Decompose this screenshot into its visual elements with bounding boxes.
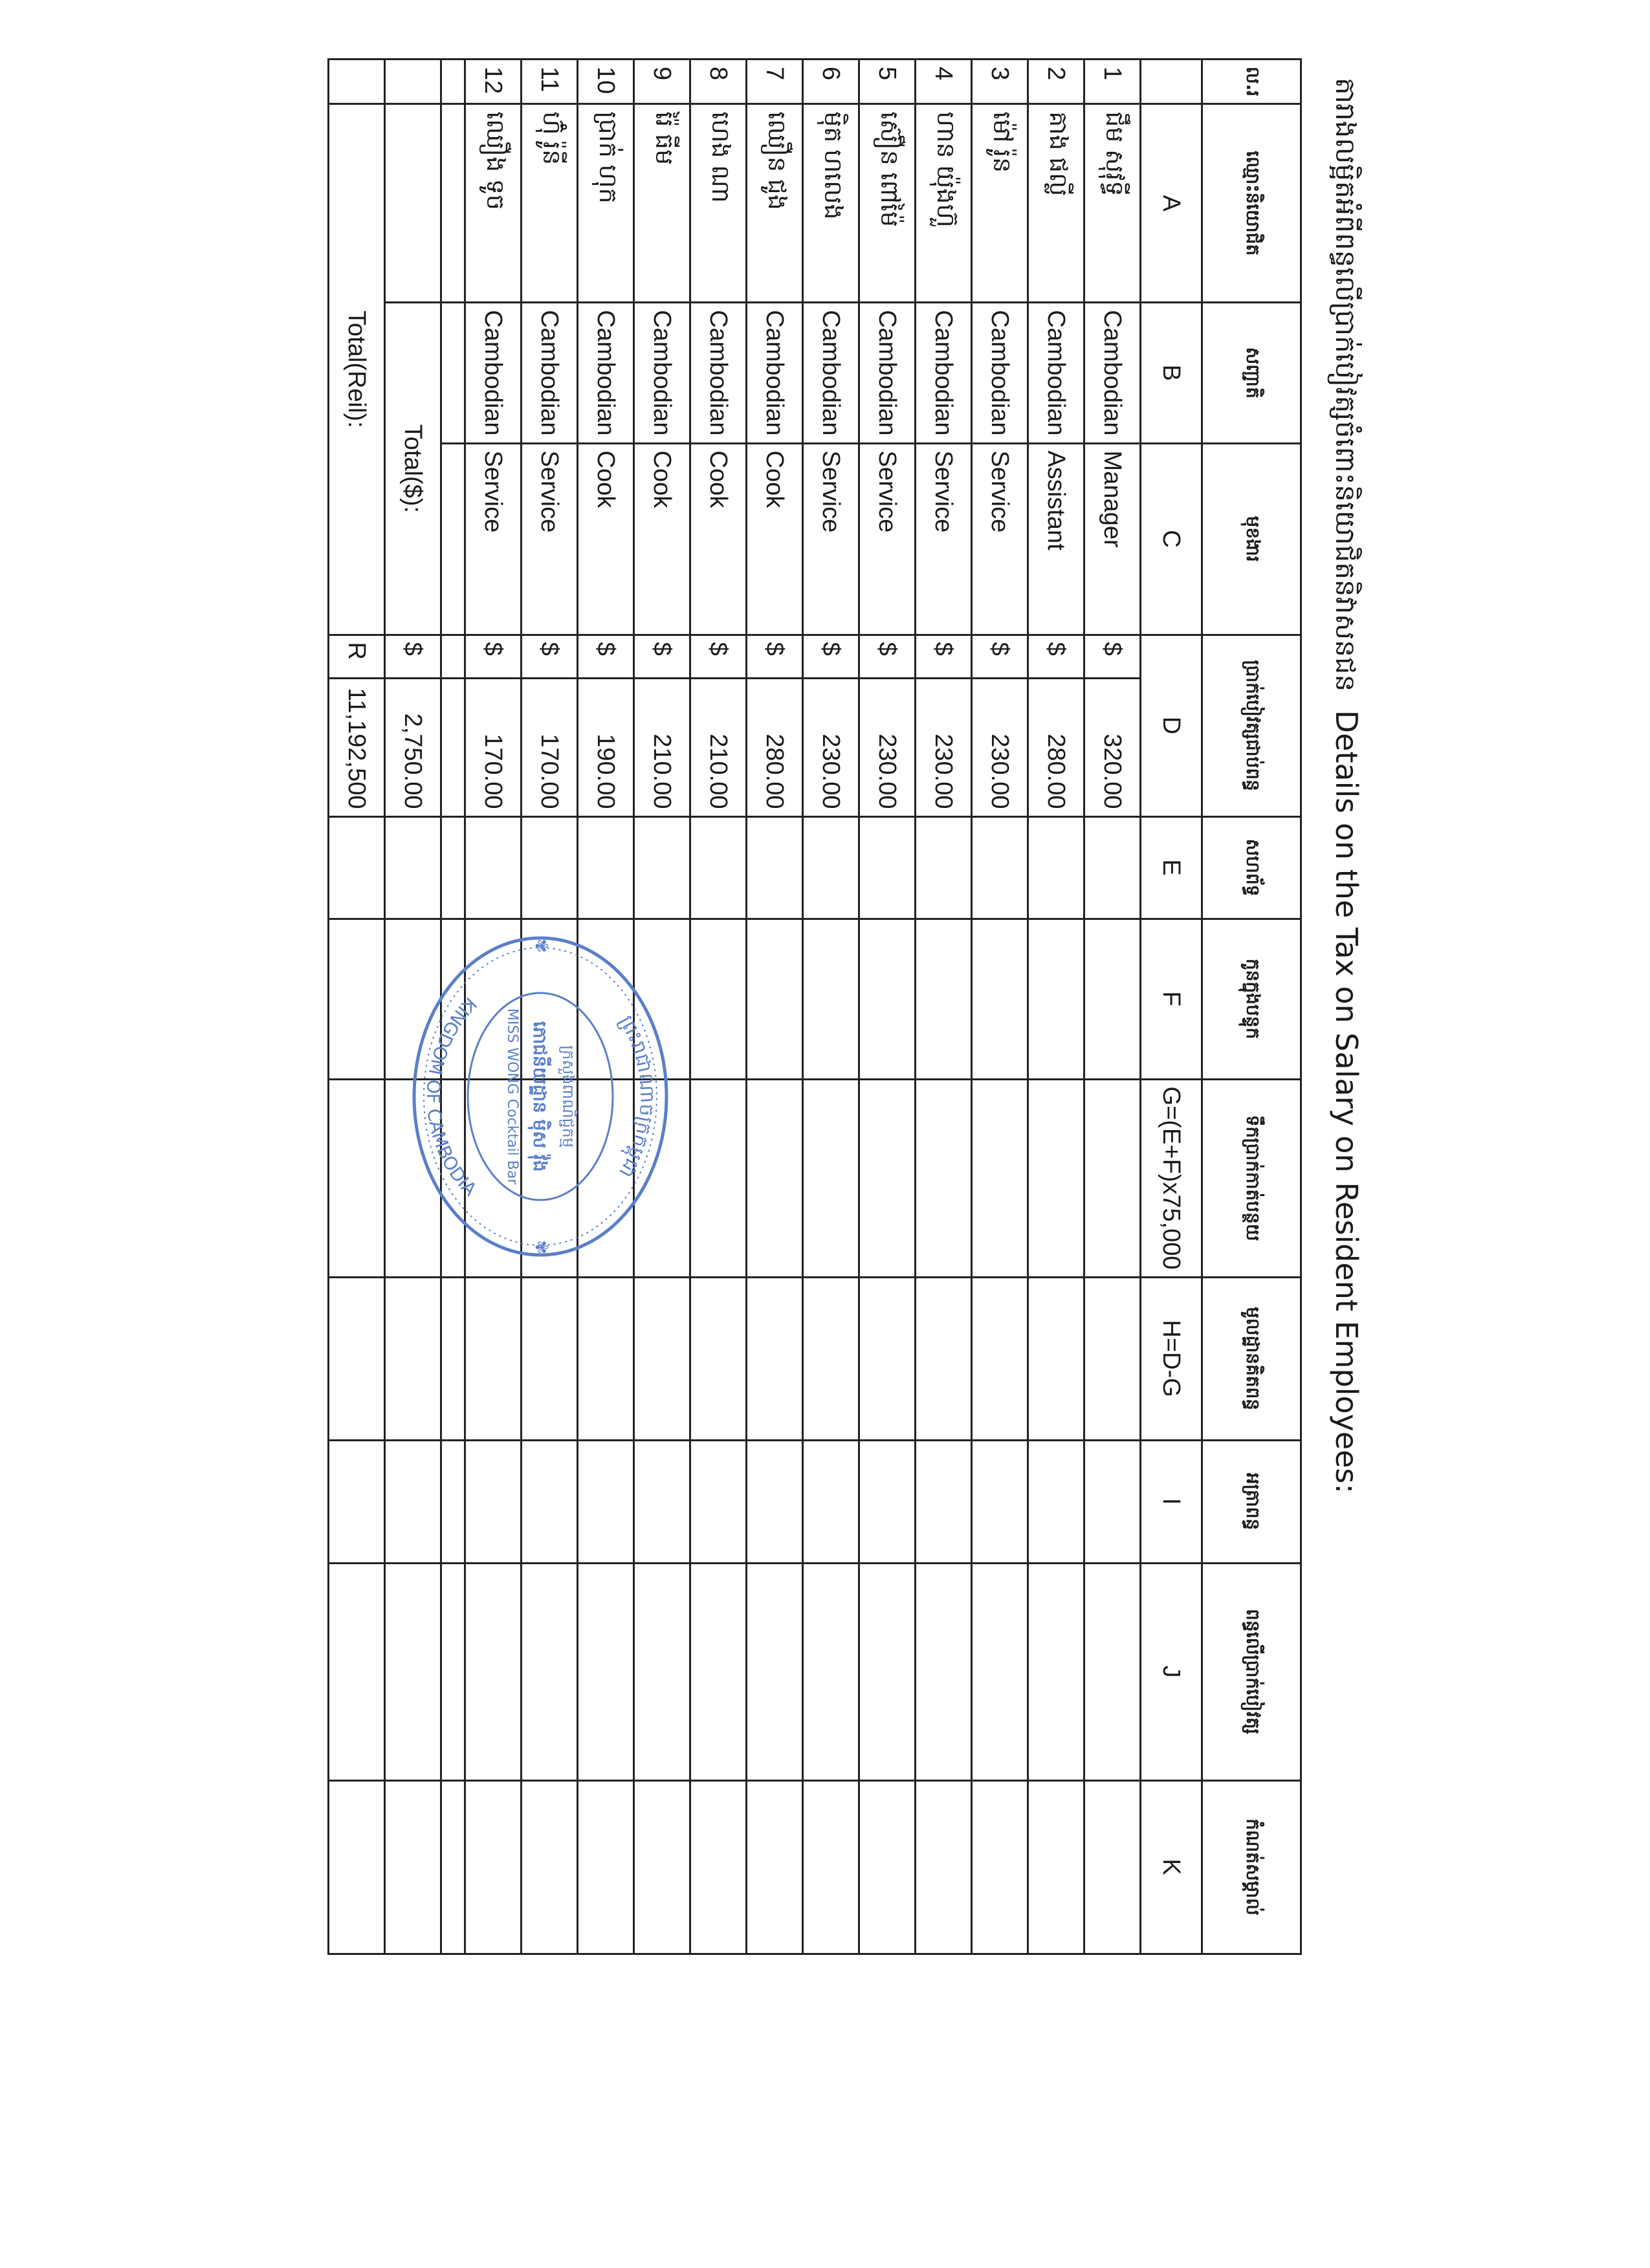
row-no: 2 — [1028, 60, 1084, 104]
employee-name: ប្រាក់ ហុក — [578, 104, 634, 303]
empty-cell — [1028, 816, 1084, 919]
row-no: 5 — [859, 60, 916, 104]
currency: $ — [690, 635, 747, 678]
empty-cell — [1084, 816, 1141, 919]
currency: $ — [465, 635, 522, 678]
seal-line-3: MISS WONG Cocktail Bar — [504, 1008, 520, 1185]
empty-cell — [747, 1563, 803, 1780]
spacer-cell — [441, 816, 465, 919]
empty-cell — [385, 816, 441, 919]
table-row — [1028, 60, 1084, 1954]
empty-cell — [803, 1277, 859, 1440]
empty-cell — [522, 816, 578, 919]
empty-cell — [1084, 1440, 1141, 1563]
table-row — [747, 60, 803, 1954]
seal-star-right: ✾ — [531, 1240, 551, 1254]
col-header-note: កំណត់សម្គាល់ — [1202, 1780, 1301, 1954]
employee-name: ម៉ៅ រ៉ូន — [972, 104, 1028, 303]
empty-cell — [578, 1440, 634, 1563]
empty-cell — [465, 1440, 522, 1563]
currency: $ — [1028, 635, 1084, 678]
total-riel-blank — [329, 60, 385, 104]
empty-cell — [329, 1440, 385, 1563]
empty-cell — [972, 1440, 1028, 1563]
salary: 210.00 — [634, 678, 690, 816]
empty-cell — [465, 1277, 522, 1440]
col-header-deduction: ទឹកប្រាក់កាត់បន្ថយ — [1202, 1079, 1301, 1277]
salary: 230.00 — [859, 678, 916, 816]
empty-cell — [1084, 1780, 1141, 1954]
letter-nationality: B — [1141, 303, 1202, 443]
employee-name: ឈឿន ជូង — [747, 104, 803, 303]
empty-cell — [747, 1079, 803, 1277]
employee-name: ជឹម សុវុទ្ធី — [1084, 104, 1141, 303]
currency: $ — [747, 635, 803, 678]
table-row — [803, 60, 859, 1954]
empty-cell — [972, 1563, 1028, 1780]
employee-name: ហាន យ៉ុងហ៊ួ — [916, 104, 972, 303]
empty-cell — [329, 1079, 385, 1277]
empty-cell — [916, 1563, 972, 1780]
empty-cell — [385, 1563, 441, 1780]
empty-cell — [1028, 919, 1084, 1079]
position: Service — [916, 443, 972, 635]
empty-cell — [329, 1780, 385, 1954]
header-row — [1202, 60, 1301, 1954]
currency: $ — [916, 635, 972, 678]
empty-cell — [1028, 1780, 1084, 1954]
empty-cell — [859, 1780, 916, 1954]
empty-cell — [747, 1277, 803, 1440]
empty-cell — [578, 1563, 634, 1780]
spacer-cell — [441, 1780, 465, 1954]
position: Cook — [690, 443, 747, 635]
table-row — [859, 60, 916, 1954]
empty-cell — [634, 816, 690, 919]
spacer-cell — [441, 1563, 465, 1780]
empty-cell — [1084, 1563, 1141, 1780]
total-riel-currency: R — [329, 635, 385, 678]
currency: $ — [522, 635, 578, 678]
empty-cell — [690, 1277, 747, 1440]
row-no: 7 — [747, 60, 803, 104]
empty-cell — [690, 919, 747, 1079]
nationality: Cambodian — [522, 303, 578, 443]
salary: 230.00 — [972, 678, 1028, 816]
table-row — [1084, 60, 1141, 1954]
salary: 170.00 — [522, 678, 578, 816]
nationality: Cambodian — [1028, 303, 1084, 443]
spacer-cell — [441, 1277, 465, 1440]
row-no: 4 — [916, 60, 972, 104]
empty-cell — [329, 1277, 385, 1440]
title-english: Details on the Tax on Salary on Resident Employees: — [1329, 710, 1364, 1494]
empty-cell — [803, 1780, 859, 1954]
col-header-tax: ពន្ធលើប្រាក់បៀវត្ស — [1202, 1563, 1301, 1780]
seal-line-1: ក្រសួងពាណិជ្ជកម្ម — [559, 1045, 577, 1148]
empty-cell — [972, 1780, 1028, 1954]
employee-name: ម៉ិត ហលេង — [803, 104, 859, 303]
seal-bottom-arc: KINGDOM OF CAMBODIA — [422, 992, 481, 1201]
position: Cook — [578, 443, 634, 635]
empty-cell — [1028, 1079, 1084, 1277]
letter-note: K — [1141, 1780, 1202, 1954]
nationality: Cambodian — [803, 303, 859, 443]
spacer-cell — [441, 303, 465, 443]
empty-cell — [690, 816, 747, 919]
spacer-cell — [441, 104, 465, 303]
table-row — [916, 60, 972, 1954]
row-no: 8 — [690, 60, 747, 104]
employee-name: ស៊ឿន ពៅម៉ៃ — [859, 104, 916, 303]
position: Service — [803, 443, 859, 635]
empty-cell — [690, 1440, 747, 1563]
employee-name: រ៉ៃ ធីម — [634, 104, 690, 303]
empty-cell — [916, 1277, 972, 1440]
empty-cell — [916, 1440, 972, 1563]
employee-name: ហេង ណា — [690, 104, 747, 303]
empty-cell — [578, 816, 634, 919]
empty-cell — [522, 1277, 578, 1440]
col-header-base: មូលដ្ឋានគិតពន្ធ — [1202, 1277, 1301, 1440]
employee-name: ហ៊ុំ រ៉ូនី — [522, 104, 578, 303]
currency: $ — [803, 635, 859, 678]
row-no: 10 — [578, 60, 634, 104]
total-riel-label: Total(Reil): — [329, 104, 385, 635]
table-row — [690, 60, 747, 1954]
empty-cell — [747, 1780, 803, 1954]
currency: $ — [972, 635, 1028, 678]
row-no: 1 — [1084, 60, 1141, 104]
empty-cell — [972, 1079, 1028, 1277]
empty-cell — [803, 1079, 859, 1277]
total-usd-value: 2,750.00 — [385, 678, 441, 816]
position: Assistant — [1028, 443, 1084, 635]
empty-cell — [465, 1780, 522, 1954]
col-header-no: ល.រ — [1202, 60, 1301, 104]
letter-salary: D — [1141, 635, 1202, 816]
empty-cell — [385, 1277, 441, 1440]
table-row — [972, 60, 1028, 1954]
col-header-children: កូនក្នុងបន្ទុក — [1202, 919, 1301, 1079]
empty-cell — [747, 919, 803, 1079]
nationality: Cambodian — [465, 303, 522, 443]
row-no: 3 — [972, 60, 1028, 104]
spacer-cell — [441, 443, 465, 635]
company-seal — [408, 932, 673, 1261]
empty-cell — [916, 816, 972, 919]
salary: 280.00 — [1028, 678, 1084, 816]
position: Cook — [634, 443, 690, 635]
empty-cell — [916, 919, 972, 1079]
spacer-cell — [441, 678, 465, 816]
row-no: 6 — [803, 60, 859, 104]
empty-cell — [690, 1079, 747, 1277]
spacer-cell — [441, 635, 465, 678]
empty-cell — [634, 1780, 690, 1954]
currency: $ — [634, 635, 690, 678]
total-usd-blank — [385, 104, 441, 303]
empty-cell — [859, 1277, 916, 1440]
empty-cell — [803, 816, 859, 919]
position: Service — [465, 443, 522, 635]
salary: 320.00 — [1084, 678, 1141, 816]
empty-cell — [859, 1079, 916, 1277]
spacer-cell — [441, 60, 465, 104]
position: Service — [972, 443, 1028, 635]
empty-cell — [329, 816, 385, 919]
col-header-name: ឈ្មោះនិយោជិត — [1202, 104, 1301, 303]
row-no: 12 — [465, 60, 522, 104]
currency: $ — [859, 635, 916, 678]
letter-rate: I — [1141, 1440, 1202, 1563]
letter-row — [1141, 60, 1202, 1954]
empty-cell — [859, 816, 916, 919]
empty-cell — [522, 1563, 578, 1780]
total-usd-blank — [385, 60, 441, 104]
position: Manager — [1084, 443, 1141, 635]
col-header-salary: ប្រាក់បៀវត្សជាប់ពន្ធ — [1202, 635, 1301, 816]
spacer-cell — [441, 1440, 465, 1563]
empty-cell — [690, 1780, 747, 1954]
total-riel-row — [329, 60, 385, 1954]
nationality: Cambodian — [690, 303, 747, 443]
currency: $ — [578, 635, 634, 678]
empty-cell — [329, 1563, 385, 1780]
empty-cell — [578, 1277, 634, 1440]
salary: 190.00 — [578, 678, 634, 816]
empty-cell — [522, 1780, 578, 1954]
empty-cell — [916, 1079, 972, 1277]
employee-name: គាង ផល្លី — [1028, 104, 1084, 303]
col-header-position: មុខងារ — [1202, 443, 1301, 635]
letter-no — [1141, 60, 1202, 104]
letter-children: F — [1141, 919, 1202, 1079]
empty-cell — [747, 1440, 803, 1563]
row-no: 9 — [634, 60, 690, 104]
nationality: Cambodian — [634, 303, 690, 443]
nationality: Cambodian — [747, 303, 803, 443]
letter-deduction: G=(E+F)x75,000 — [1141, 1079, 1202, 1277]
currency: $ — [1084, 635, 1141, 678]
empty-cell — [972, 1277, 1028, 1440]
empty-cell — [972, 919, 1028, 1079]
nationality: Cambodian — [1084, 303, 1141, 443]
total-usd-currency: $ — [385, 635, 441, 678]
nationality: Cambodian — [859, 303, 916, 443]
empty-cell — [803, 1563, 859, 1780]
letter-spouse: E — [1141, 816, 1202, 919]
empty-cell — [1028, 1277, 1084, 1440]
salary: 210.00 — [690, 678, 747, 816]
letter-position: C — [1141, 443, 1202, 635]
position: Service — [859, 443, 916, 635]
salary: 170.00 — [465, 678, 522, 816]
empty-cell — [1084, 1079, 1141, 1277]
nationality: Cambodian — [972, 303, 1028, 443]
total-usd-label: Total($): — [385, 303, 441, 635]
salary: 280.00 — [747, 678, 803, 816]
employee-name: ឈឿង ទូច — [465, 104, 522, 303]
col-header-spouse: សហព័ទ្ធ — [1202, 816, 1301, 919]
nationality: Cambodian — [578, 303, 634, 443]
empty-cell — [578, 1780, 634, 1954]
seal-star-left: ✾ — [531, 939, 551, 953]
empty-cell — [859, 919, 916, 1079]
empty-cell — [859, 1440, 916, 1563]
total-riel-value: 11,192,500 — [329, 678, 385, 816]
col-header-nationality: សញ្ជាតិ — [1202, 303, 1301, 443]
seal-top-arc: ព្រះរាជាណាចក្រកម្ពុជា — [614, 1012, 659, 1182]
seal-line-2: ភោជនីយដ្ឋាន ម៉ិស វ៉ុង — [529, 1021, 551, 1172]
salary: 230.00 — [803, 678, 859, 816]
letter-base: H=D-G — [1141, 1277, 1202, 1440]
position: Service — [522, 443, 578, 635]
empty-cell — [1028, 1563, 1084, 1780]
empty-cell — [1028, 1440, 1084, 1563]
empty-cell — [634, 1277, 690, 1440]
empty-cell — [522, 1440, 578, 1563]
empty-cell — [385, 1780, 441, 1954]
empty-cell — [690, 1563, 747, 1780]
col-header-rate: អត្រាពន្ធ — [1202, 1440, 1301, 1563]
empty-cell — [803, 1440, 859, 1563]
empty-cell — [803, 919, 859, 1079]
empty-cell — [634, 1440, 690, 1563]
empty-cell — [859, 1563, 916, 1780]
empty-cell — [1084, 919, 1141, 1079]
empty-cell — [465, 816, 522, 919]
empty-cell — [747, 816, 803, 919]
nationality: Cambodian — [916, 303, 972, 443]
empty-cell — [972, 816, 1028, 919]
row-no: 11 — [522, 60, 578, 104]
empty-cell — [916, 1780, 972, 1954]
letter-name: A — [1141, 104, 1202, 303]
empty-cell — [385, 1440, 441, 1563]
page-title — [1323, 78, 1364, 1494]
empty-cell — [465, 1563, 522, 1780]
salary: 230.00 — [916, 678, 972, 816]
empty-cell — [329, 919, 385, 1079]
empty-cell — [1084, 1277, 1141, 1440]
title-khmer: តារាងលម្អិតអំពីពន្ធលើប្រាក់បៀវត្សចំពោះនិយោជិតនិវាសនជន — [1330, 78, 1361, 692]
position: Cook — [747, 443, 803, 635]
letter-tax: J — [1141, 1563, 1202, 1780]
empty-cell — [634, 1563, 690, 1780]
